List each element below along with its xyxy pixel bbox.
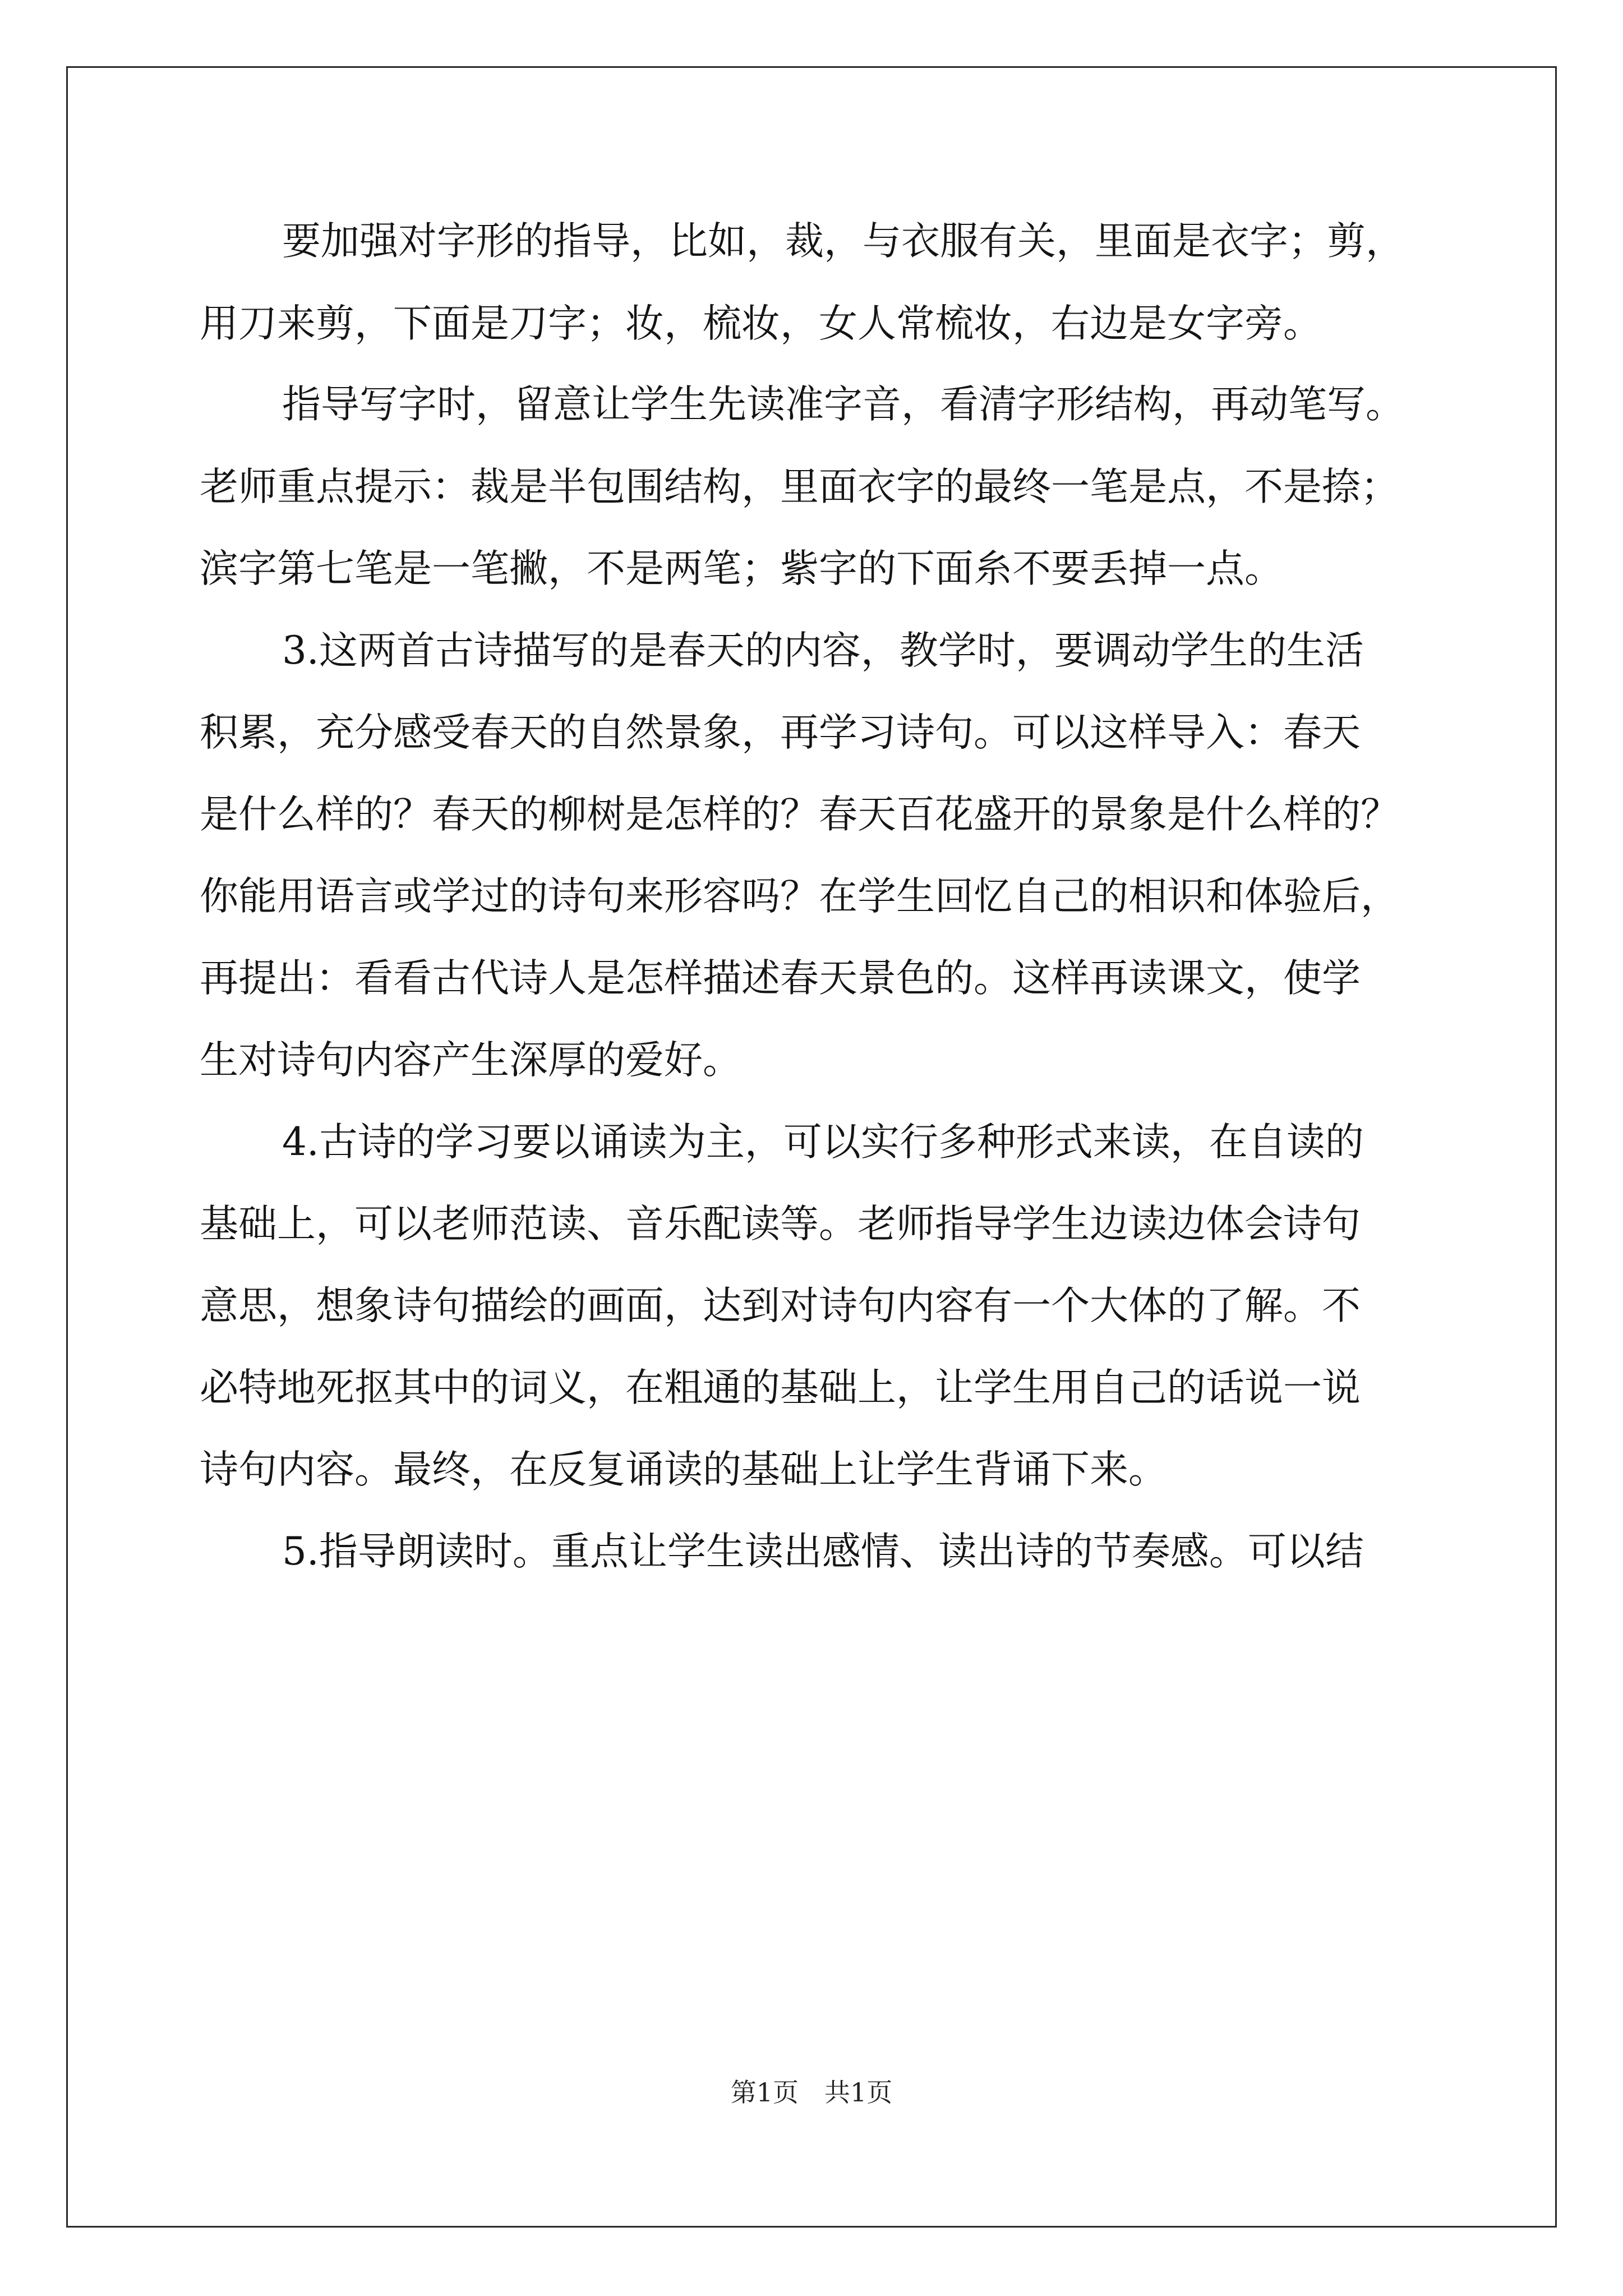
text-line: 意思，想象诗句描绘的画面，达到对诗句内容有一个大体的了解。不: [200, 1283, 1361, 1328]
text-line: 诗句内容。最终，在反复诵读的基础上让学生背诵下来。: [200, 1447, 1167, 1492]
text-line: 要加强对字形的指导，比如，裁，与衣服有关，里面是衣字；剪，: [282, 219, 1404, 264]
text-line: 你能用语言或学过的诗句来形容吗？在学生回忆自己的相识和体验后，: [200, 874, 1399, 919]
text-line: 是什么样的？春天的柳树是怎样的？春天百花盛开的景象是什么样的？: [200, 792, 1399, 837]
text-line: 指导写字时，留意让学生先读准字音，看清字形结构，再动笔写。: [282, 382, 1404, 427]
page-footer: 第1页 共1页: [730, 2077, 893, 2108]
text-line: 基础上，可以老师范读、音乐配读等。老师指导学生边读边体会诗句: [200, 1202, 1361, 1246]
text-line: 3.这两首古诗描写的是春天的内容，教学时，要调动学生的生活: [282, 628, 1364, 673]
text-line: 4.古诗的学习要以诵读为主，可以实行多种形式来读，在自读的: [282, 1120, 1364, 1165]
text-line: 生对诗句内容产生深厚的爱好。: [200, 1038, 741, 1083]
text-line: 滨字第七笔是一笔撇，不是两笔；紫字的下面糸不要丢掉一点。: [200, 546, 1283, 591]
text-line: 必特地死抠其中的词义，在粗通的基础上，让学生用自己的话说一说: [200, 1365, 1361, 1410]
text-line: 老师重点提示：裁是半包围结构，里面衣字的最终一笔是点，不是捺；: [200, 464, 1399, 509]
text-line: 积累，充分感受春天的自然景象，再学习诗句。可以这样导入：春天: [200, 710, 1361, 755]
text-line: 5.指导朗读时。重点让学生读出感情、读出诗的节奏感。可以结: [282, 1529, 1364, 1574]
text-line: 再提出：看看古代诗人是怎样描述春天景色的。这样再读课文，使学: [200, 956, 1361, 1001]
text-line: 用刀来剪，下面是刀字；妆，梳妆，女人常梳妆，右边是女字旁。: [200, 301, 1322, 346]
